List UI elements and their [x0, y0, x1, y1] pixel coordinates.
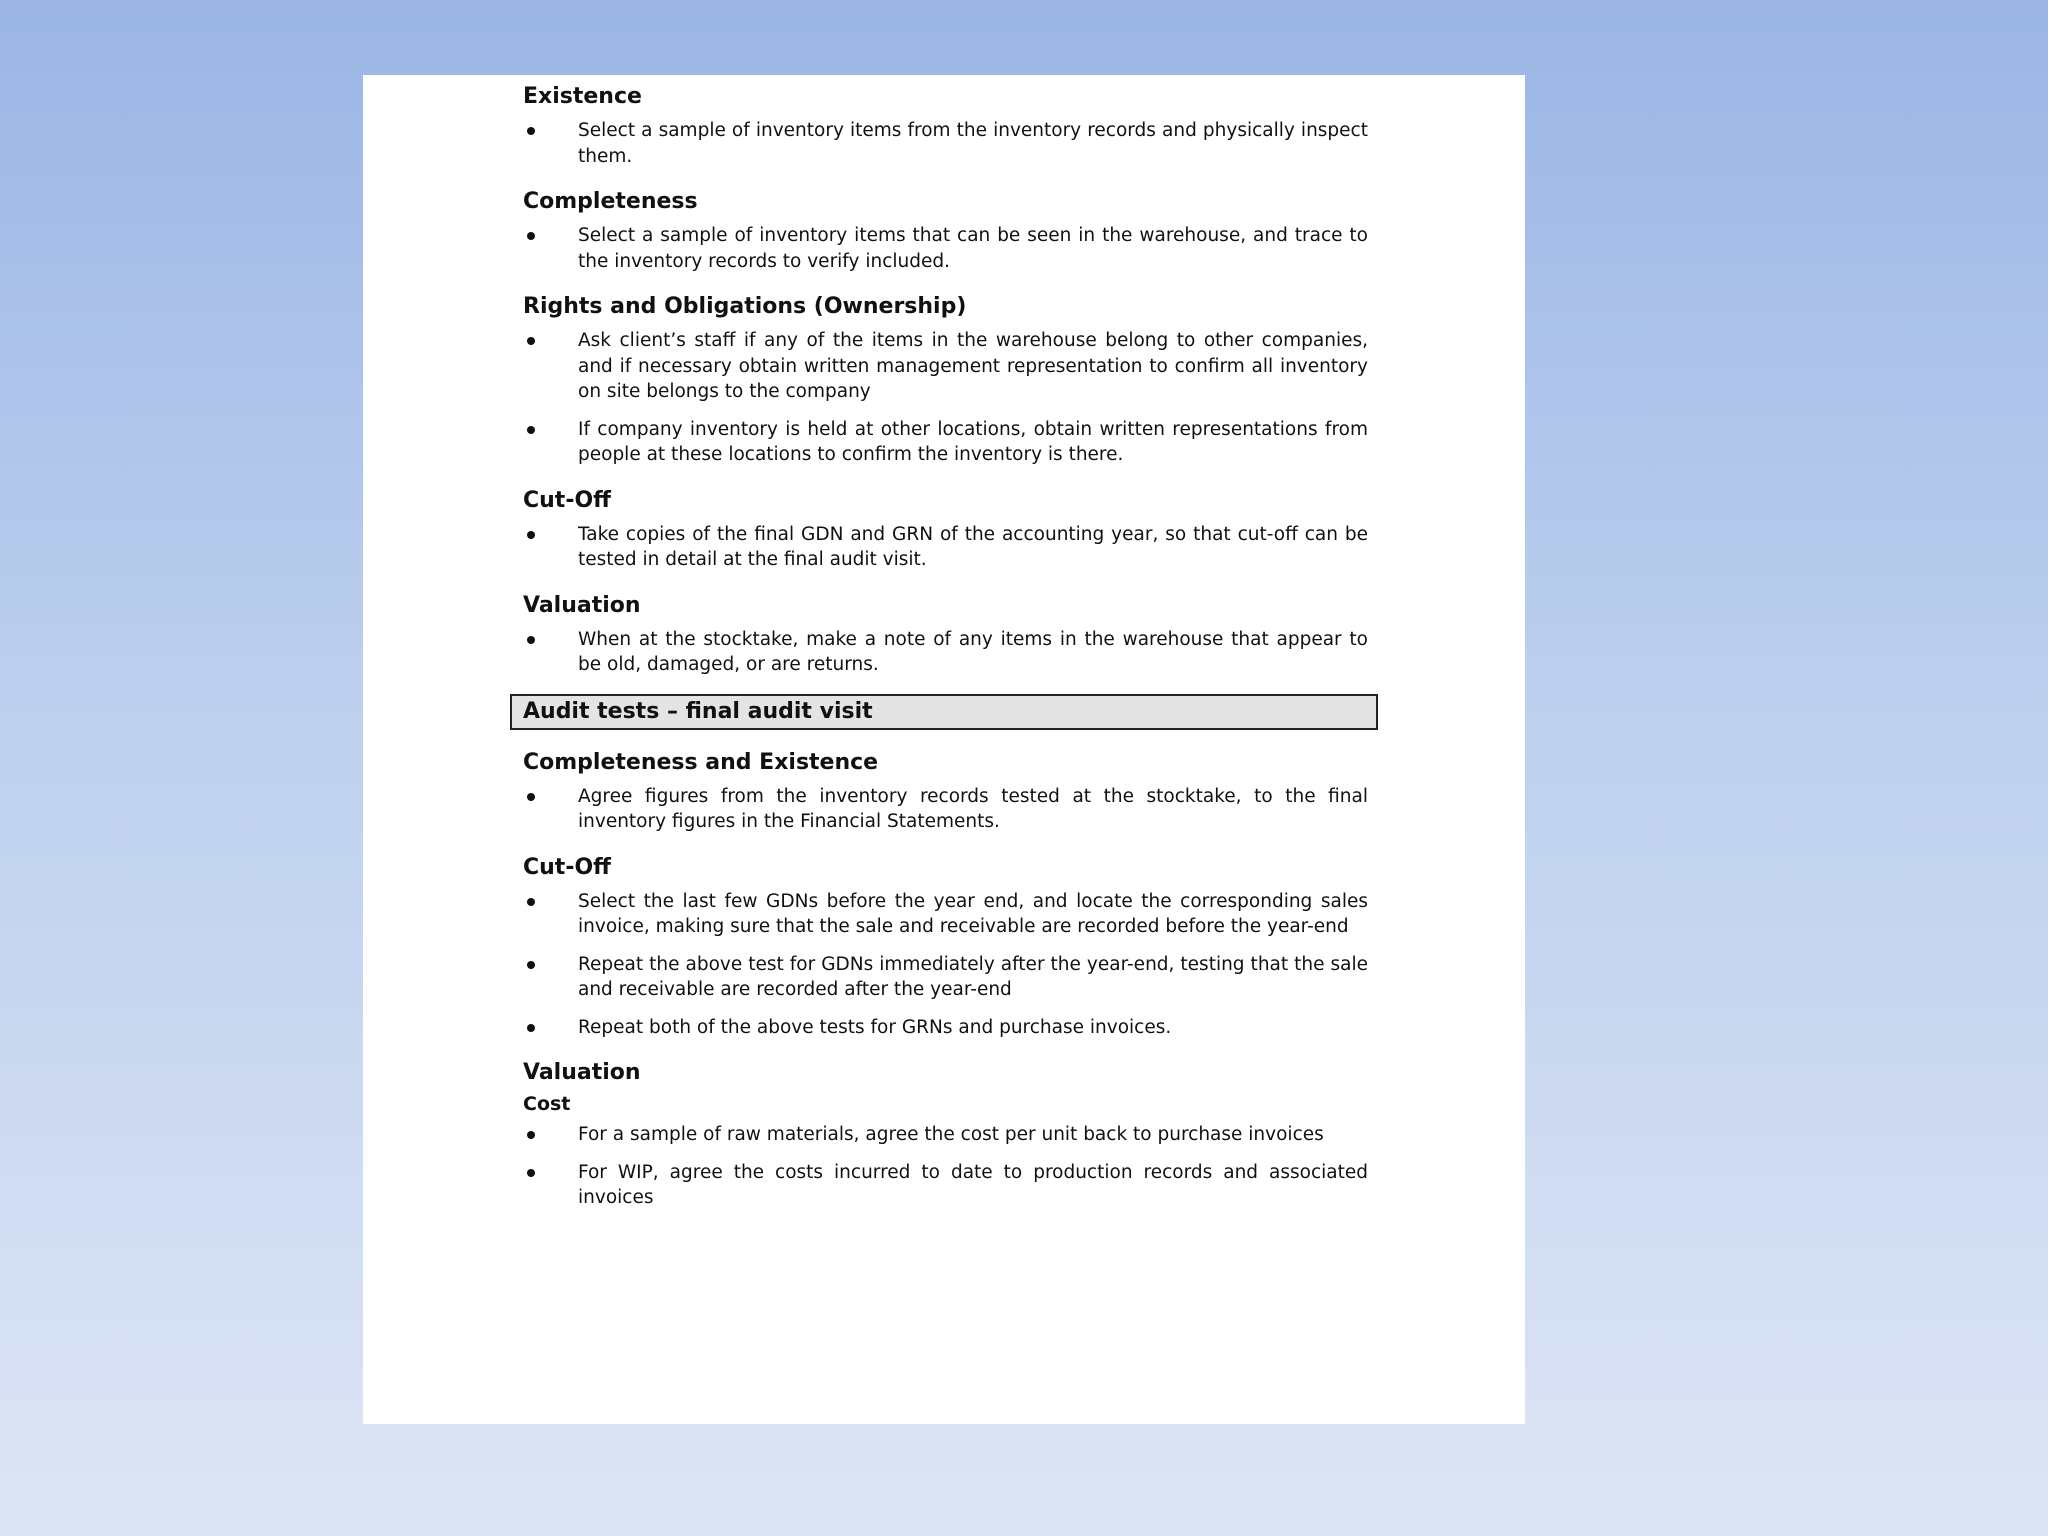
document-page	[363, 75, 1525, 1424]
section-heading: Completeness and Existence	[523, 749, 879, 775]
bullet-list	[523, 328, 1368, 468]
section-heading: Cut-Off	[523, 854, 611, 880]
bullet-list	[523, 223, 1368, 274]
bullet-list	[523, 1122, 1368, 1211]
section-heading: Valuation	[523, 592, 641, 618]
section-cut-off	[523, 484, 1368, 573]
section-existence	[523, 80, 1368, 169]
bullet-list	[523, 627, 1368, 678]
bullet-list	[523, 118, 1368, 169]
bullet-item: Select a sample of inventory items from the inventory records and physically inspect them.	[523, 118, 1368, 169]
section-heading: Cut-Off	[523, 487, 611, 513]
bullet-list	[523, 889, 1368, 1041]
bullet-item: Select the last few GDNs before the year end, and locate the corresponding sales invoice, making sure that the sale and receivable are recorded before the year-end	[523, 889, 1368, 940]
section-valuation	[523, 589, 1368, 678]
section-heading: Valuation	[523, 1060, 641, 1085]
bullet-list	[523, 522, 1368, 573]
bullet-item: Repeat the above test for GDNs immediately after the year-end, testing that the sale and receivable are recorded after the year-end	[523, 952, 1368, 1003]
bullet-item: Repeat both of the above tests for GRNs and purchase invoices.	[523, 1015, 1368, 1041]
section-final-valuation	[523, 1056, 1368, 1211]
section-rights-obligations	[523, 290, 1368, 468]
final-audit-banner: Audit tests – final audit visit	[510, 694, 1378, 730]
bullet-item: Select a sample of inventory items that can be seen in the warehouse, and trace to the inventory records to verify included.	[523, 223, 1368, 274]
bullet-item: When at the stocktake, make a note of any items in the warehouse that appear to be old, damaged, or are returns.	[523, 627, 1368, 678]
bullet-item: Take copies of the final GDN and GRN of the accounting year, so that cut-off can be tested in detail at the final audit visit.	[523, 522, 1368, 573]
bullet-item: Agree figures from the inventory records tested at the stocktake, to the final inventory figures in the Financial Statements.	[523, 784, 1368, 835]
bullet-item: For a sample of raw materials, agree the cost per unit back to purchase invoices	[523, 1122, 1368, 1148]
section-subheading: Cost	[523, 1093, 571, 1115]
bullet-item: For WIP, agree the costs incurred to date to production records and associated invoices	[523, 1160, 1368, 1211]
bullet-list	[523, 784, 1368, 835]
section-final-cut-off	[523, 851, 1368, 1041]
section-completeness-existence	[523, 746, 1368, 835]
document-content	[523, 80, 1368, 1227]
section-heading: Existence	[523, 84, 642, 109]
bullet-item: If company inventory is held at other locations, obtain written representations from people at these locations to confirm the inventory is there.	[523, 417, 1368, 468]
section-heading: Completeness	[523, 189, 698, 214]
section-heading: Rights and Obligations (Ownership)	[523, 294, 967, 319]
bullet-item: Ask client’s staff if any of the items in the warehouse belong to other companies, and if necessary obtain written management representation to confirm all inventory on site belongs to the company	[523, 328, 1368, 405]
section-completeness	[523, 185, 1368, 274]
